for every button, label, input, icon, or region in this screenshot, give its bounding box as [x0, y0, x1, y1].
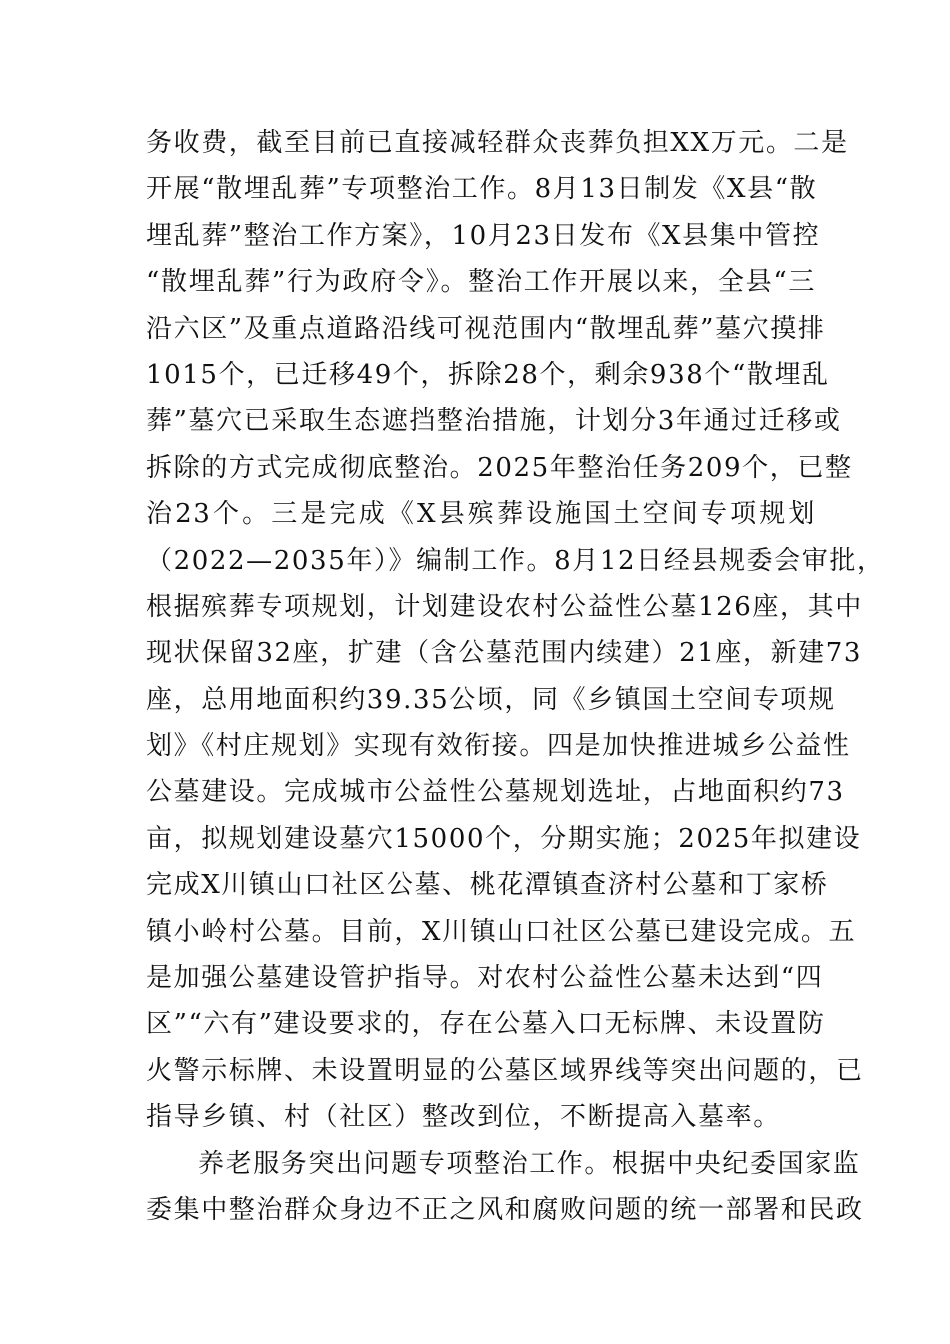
- text-line: 拆除的方式完成彻底整治。2025年整治任务209个，已整: [146, 452, 853, 483]
- text-line: 务收费，截至目前已直接减轻群众丧葬负担XX万元。二是: [146, 128, 849, 158]
- text-line: “散埋乱葬”行为政府令》。整治工作开展以来，全县“三: [146, 267, 816, 298]
- text-line: 治23个。三是完成《X县殡葬设施国土空间专项规划: [146, 499, 816, 530]
- text-line: 葬”墓穴已采取生态遮挡整治措施，计划分3年通过迁移或: [146, 406, 842, 437]
- text-line: 根据殡葬专项规划，计划建设农村公益性公墓126座，其中: [146, 591, 863, 622]
- text-line: 火警示标牌、未设置明显的公墓区域界线等突出问题的，已: [146, 1055, 864, 1086]
- text-line: 1015个，已迁移49个，拆除28个，剩余938个“散埋乱: [146, 359, 830, 390]
- text-line: 埋乱葬”整治工作方案》，10月23日发布《X县集中管控: [146, 220, 821, 251]
- text-line: 养老服务突出问题专项整治工作。根据中央纪委国家监: [198, 1148, 861, 1179]
- text-line: 现状保留32座，扩建（含公墓范围内续建）21座，新建73: [146, 638, 863, 669]
- text-line: （2022—2035年）》编制工作。8月12日经县规委会审批，: [146, 545, 885, 576]
- text-line: 划》《村庄规划》实现有效衔接。四是加快推进城乡公益性: [146, 731, 851, 762]
- text-line: 指导乡镇、村（社区）整改到位，不断提高入墓率。: [146, 1102, 781, 1133]
- body-text: [146, 120, 885, 1233]
- text-line: 开展“散埋乱葬”专项整治工作。8月13日制发《X县“散: [146, 174, 818, 205]
- text-line: 亩，拟规划建设墓穴15000个，分期实施；2025年拟建设: [146, 823, 862, 854]
- text-line: 座，总用地面积约39.35公顷，同《乡镇国土空间专项规: [146, 684, 836, 715]
- text-line: 是加强公墓建设管护指导。对农村公益性公墓未达到“四: [146, 963, 824, 994]
- text-line: 区”“六有”建设要求的，存在公墓入口无标牌、未设置防: [146, 1009, 826, 1040]
- text-line: 完成X川镇山口社区公墓、桃花潭镇查济村公墓和丁家桥: [146, 870, 829, 901]
- text-line: 公墓建设。完成城市公益性公墓规划选址，占地面积约73: [146, 777, 845, 808]
- text-line: 镇小岭村公墓。目前，X川镇山口社区公墓已建设完成。五: [146, 916, 857, 947]
- text-line: 沿六区”及重点道路沿线可视范围内“散埋乱葬”墓穴摸排: [146, 313, 826, 344]
- text-line: 委集中整治群众身边不正之风和腐败问题的统一部署和民政: [146, 1194, 864, 1225]
